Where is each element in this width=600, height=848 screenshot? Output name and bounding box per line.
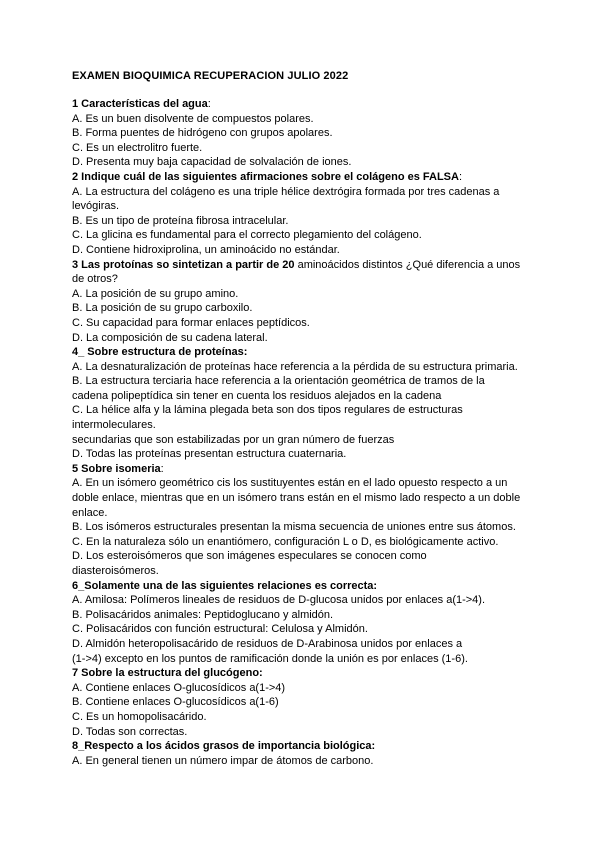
line-text: C. La hélice alfa y la lámina plegada beta son dos tipos regulares de estructuras [72,404,463,417]
text-line [72,155,532,170]
text-line [72,637,532,652]
question-heading [72,170,532,185]
question-heading [72,739,532,754]
text-line [72,214,532,229]
line-text: D. Presenta muy baja capacidad de solvalación de iones. [72,156,352,169]
exam-questions [72,97,532,768]
line-text: intermoleculares. [72,419,156,432]
line-text: C. La glicina es fundamental para el correcto plegamiento del colágeno. [72,229,422,242]
question-heading [72,345,532,360]
text-line [72,185,532,200]
text-line [72,374,532,389]
text-line [72,593,532,608]
line-text: D. Los esteroisómeros que son imágenes especulares se conocen como [72,550,427,563]
exam-title: EXAMEN BIOQUIMICA RECUPERACION JULIO 2022 [72,70,349,82]
line-text: de otros? [72,273,118,286]
text-line [72,126,532,141]
text-line [72,228,532,243]
text-line [72,301,532,316]
text-line [72,754,532,769]
text-line [72,243,532,258]
text-line [72,389,532,404]
question-heading [72,462,532,477]
line-text: B. Forma puentes de hidrógeno con grupos apolares. [72,127,333,140]
text-line [72,695,532,710]
line-text: C. Es un electrolitro fuerte. [72,141,203,154]
text-line [72,316,532,331]
line-text: : [160,462,164,475]
question-heading [72,666,532,681]
question-heading-bold: 5 Sobre isomeria [72,462,161,475]
line-text: diasteroisómeros. [72,565,159,577]
line-text: D. Almidón heteropolisacárido de residuos de D-Arabinosa unidos por enlaces a [72,637,463,650]
text-line [72,549,532,564]
text-line [72,491,532,506]
line-text: : [458,170,463,183]
text-line [72,506,532,521]
line-text: D. La composición de su cadena lateral. [72,331,268,344]
line-text: : [207,98,211,110]
text-line [72,652,532,667]
text-line [72,141,532,156]
text-line [72,199,532,214]
text-line [72,535,532,550]
line-text: B. Los isómeros estructurales presentan la misma secuencia de uniones entre sus átomos. [72,521,516,534]
line-text: levógiras. [72,200,120,213]
question-heading-bold: 3 Las protoínas so sintetizan a partir de 20 [72,258,295,271]
line-text: B. La posición de su grupo carboxilo. [72,302,253,315]
text-line [72,520,532,535]
line-text: A. Es un buen disolvente de compuestos polares. [72,112,314,125]
text-line [72,360,532,375]
text-line [72,331,532,346]
line-text: C. En la naturaleza sólo un enantiómero, configuración L o D, es biológicamente activo. [72,535,499,548]
text-line [72,681,532,696]
line-text: C. Su capacidad para formar enlaces peptídicos. [72,316,310,329]
line-text: A. La estructura del colágeno es una triple hélice dextrógira formada por tres cadenas a [72,185,500,198]
line-text: D. Todas son correctas. [72,725,188,738]
question-heading [72,258,532,273]
line-text: (1->4) excepto en los puntos de ramificación donde la unión es por enlaces (1-6). [72,652,468,665]
text-line [72,112,532,127]
line-text: A. La desnaturalización de proteínas hace referencia a la pérdida de su estructura primaria. [72,360,518,373]
line-text: enlace. [72,506,108,519]
question-heading-bold: 1 Características del agua [72,98,208,110]
text-line [72,433,532,448]
text-line [72,622,532,637]
question-heading-bold: 8_Respecto a los ácidos grasos de importancia biológica: [72,740,376,753]
line-text: D. Contiene hidroxiprolina, un aminoácido no estándar. [72,243,340,256]
line-text: doble enlace, mientras que en un isómero trans están en el mismo lado respecto a un doble [72,492,521,505]
question-heading-bold: 6_Solamente una de las siguientes relaciones es correcta: [72,579,378,592]
line-text: A. En general tienen un número impar de átomos de carbono. [72,754,374,767]
text-line [72,476,532,491]
line-text: cadena polipeptídica sin tener en cuenta los residuos alejados en la cadena [72,389,442,402]
text-line [72,725,532,740]
line-text: secundarias que son estabilizadas por un gran número de fuerzas [72,433,395,446]
text-line [72,287,532,302]
text-line [72,272,532,287]
line-text: A. Amilosa: Polímeros lineales de residuos de D-glucosa unidos por enlaces a(1->4). [72,594,486,607]
question-heading-bold: 2 Indique cuál de las siguientes afirmaciones sobre el colágeno es FALSA [72,170,459,183]
line-text: A. La posición de su grupo amino. [72,287,239,300]
text-line [72,403,532,418]
line-text: B. Contiene enlaces O-glucosídicos a(1-6) [72,696,279,709]
question-heading-bold: 7 Sobre la estructura del glucógeno: [72,667,263,680]
line-text: B. La estructura terciaria hace referencia a la orientación geométrica de tramos de la [72,375,485,388]
question-heading [72,579,532,594]
text-line [72,447,532,462]
text-line [72,710,532,725]
line-text: aminoácidos distintos ¿Qué diferencia a unos [294,258,521,271]
line-text: A. En un isómero geométrico cis los sustituyentes están en el lado opuesto respecto a un [72,477,508,490]
question-heading-bold: 4_ Sobre estructura de proteínas: [72,346,248,359]
text-line [72,608,532,623]
text-line [72,418,532,433]
line-text: C. Polisacáridos con función estructural: Celulosa y Almidón. [72,623,368,636]
question-heading [72,97,532,112]
line-text: D. Todas las proteínas presentan estructura cuaternaria. [72,448,347,461]
line-text: B. Polisacáridos animales: Peptidoglucano y almidón. [72,608,334,621]
line-text: B. Es un tipo de proteína fibrosa intracelular. [72,214,289,227]
line-text: C. Es un homopolisacárido. [72,710,207,723]
line-text: A. Contiene enlaces O-glucosídicos a(1->4) [72,681,286,694]
text-line [72,564,532,579]
